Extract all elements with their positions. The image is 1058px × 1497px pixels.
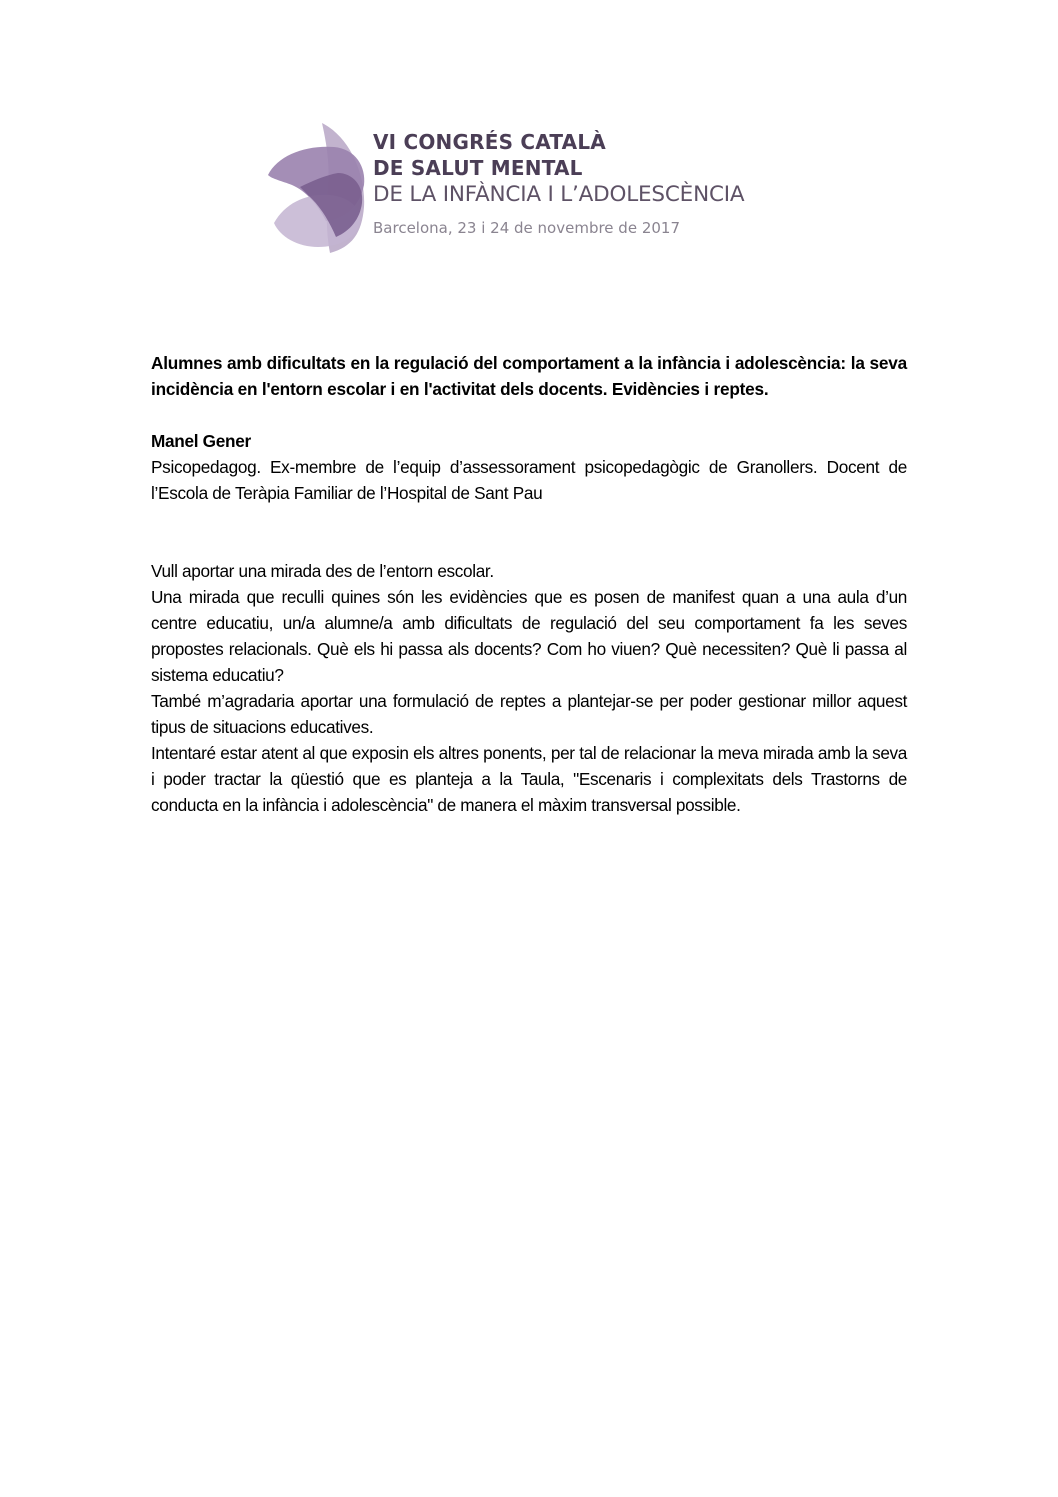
logo-title-line3: DE LA INFÀNCIA I L’ADOLESCÈNCIA <box>373 182 745 207</box>
logo-title-line2: DE SALUT MENTAL <box>373 156 583 180</box>
document-body <box>151 350 907 818</box>
author-affiliation: Psicopedagog. Ex-membre de l’equip d’assessorament psicopedagògic de Granollers. Docent de l’Escola de Teràpia Familiar de l’Hospital de Sant Pau <box>151 457 907 503</box>
paragraph: Intentaré estar atent al que exposin els altres ponents, per tal de relacionar la meva mirada amb la seva i poder tractar la qüestió que es planteja a la Taula, "Escenaris i complexitats dels Trastorns de conducta en la infància i adolescència" de manera el màxim transversal possible. <box>151 743 907 815</box>
author-name: Manel Gener <box>151 431 251 451</box>
abstract <box>151 558 907 818</box>
congress-logo-icon <box>260 115 380 255</box>
paragraph: Una mirada que reculli quines són les evidències que es posen de manifest quan a una aula d’un centre educatiu, un/a alumne/a amb dificultats de regulació del seu comportament fa les seves propostes relacionals. Què els hi passa als docents? Com ho viuen? Què necessiten? Què li passa al sistema educatiu? <box>151 587 907 685</box>
document-title: Alumnes amb dificultats en la regulació del comportament a la infància i adolescència: la seva incidència en l'entorn escolar i en l'activitat dels docents. Evidències i reptes. <box>151 353 907 399</box>
event-date: Barcelona, 23 i 24 de novembre de 2017 <box>373 219 680 237</box>
congress-header <box>260 115 820 255</box>
paragraph: També m’agradaria aportar una formulació de reptes a plantejar-se per poder gestionar millor aquest tipus de situacions educatives. <box>151 691 907 737</box>
logo-title-line1: VI CONGRÉS CATALÀ <box>373 130 606 154</box>
paragraph: Vull aportar una mirada des de l’entorn escolar. <box>151 561 494 581</box>
logo-text <box>373 129 823 237</box>
